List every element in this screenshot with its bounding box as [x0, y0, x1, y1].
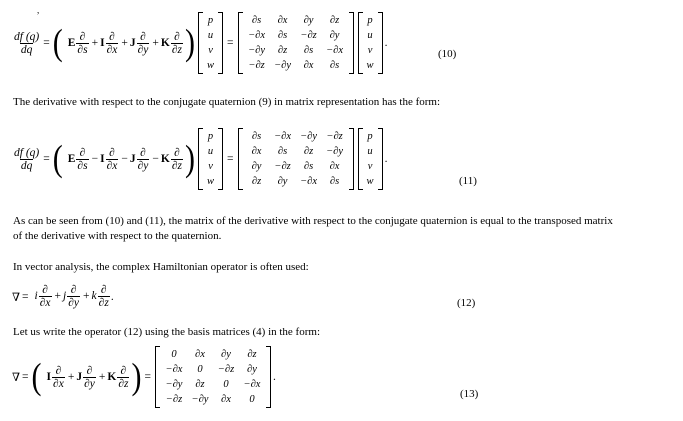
equation-13 [12, 346, 276, 408]
eq10-equals: = [43, 37, 50, 49]
eq10-vector-left: p u v w [198, 12, 223, 74]
eq11-equals-2: = [227, 153, 234, 165]
eq10-equals-2: = [227, 37, 234, 49]
eq10-period: . [384, 37, 388, 49]
eq10-lhs-fraction [13, 31, 40, 56]
eq13-period: . [272, 371, 276, 383]
eq11-matrix: ∂s −∂x −∂y −∂z ∂x ∂s ∂z −∂y ∂y −∂z ∂s ∂x ∂z ∂y −∂x ∂s [238, 128, 354, 190]
eq12-term: i $\frac{\partial}{\partial x}$ [34, 284, 51, 309]
eq10-paren-right: ) [185, 21, 196, 63]
eq13-equals-2: = [144, 371, 151, 383]
eq10-matrix: ∂s ∂x ∂y ∂z −∂x ∂s −∂z ∂y −∂y ∂z ∂s −∂x −∂z −∂y ∂x ∂s [238, 12, 354, 74]
eq13-nabla: ∇ [12, 372, 21, 384]
paragraph-transposed-line-2: of the derivative with respect to the quaternion. [13, 230, 222, 242]
eq12-equals: = [22, 290, 29, 303]
eq11-lhs-denominator: dq [20, 159, 33, 172]
eq11-term: − K $\frac{\partial}{\partial z}$ [152, 146, 183, 172]
eq11-term: − I $\frac{\partial}{\partial x}$ [91, 146, 118, 172]
eq11-paren-left: ( [52, 137, 63, 179]
eq11-lhs-numerator: df (q) [14, 146, 40, 159]
eq13-term: + K $\frac{\partial}{\partial z}$ [98, 364, 129, 390]
paragraph-basis-matrices: Let us write the operator (12) using the basis matrices (4) in the form: [13, 326, 320, 338]
eq13-term: I $\frac{\partial}{\partial x}$ [46, 364, 64, 390]
eq12-term: + k $\frac{\partial}{\partial z}$ [83, 284, 109, 309]
eq10-paren-left: ( [52, 21, 63, 63]
equation-10 [12, 12, 387, 74]
eq10-number: (10) [438, 48, 457, 60]
eq13-number: (13) [460, 388, 479, 400]
eq13-paren-left: ( [31, 355, 42, 397]
eq10-term: + I $\frac{\partial}{\partial x}$ [91, 30, 118, 56]
eq10-lhs-denominator: dq [20, 43, 33, 56]
eq11-term: − J $\frac{\partial}{\partial y}$ [121, 146, 149, 172]
eq12-period: . [110, 290, 114, 303]
paragraph-hamiltonian: In vector analysis, the complex Hamiltonian operator is often used: [13, 261, 309, 273]
eq13-equals: = [22, 371, 29, 383]
paragraph-conjugate-derivative: The derivative with respect to the conjugate quaternion (9) in matrix representation has the form: [13, 96, 441, 108]
eq11-term: E $\frac{\partial}{\partial s}$ [67, 146, 88, 172]
eq11-equals: = [43, 153, 50, 165]
eq12-nabla: ∇ [12, 291, 21, 304]
eq11-number: (11) [459, 175, 477, 187]
equation-12 [12, 284, 114, 309]
eq11-vector-left: p u v w [198, 128, 223, 190]
eq11-lhs-fraction [13, 147, 40, 172]
eq11-vector-right: p u v w [358, 128, 383, 190]
eq13-paren-right: ) [131, 355, 142, 397]
eq11-paren-right: ) [185, 137, 196, 179]
eq10-term: + J $\frac{\partial}{\partial y}$ [121, 30, 149, 56]
eq10-vector-right: p u v w [358, 12, 383, 74]
eq12-term: + j $\frac{\partial}{\partial y}$ [54, 284, 80, 309]
eq12-number: (12) [457, 297, 476, 309]
eq13-term: + J $\frac{\partial}{\partial y}$ [67, 364, 95, 390]
eq10-term: + K $\frac{\partial}{\partial z}$ [152, 30, 183, 56]
eq10-lhs-numerator: df (q) [14, 30, 40, 43]
eq11-period: . [384, 153, 388, 165]
eq13-matrix: 0 ∂x ∂y ∂z −∂x 0 −∂z ∂y −∂y ∂z 0 −∂x −∂z −∂y ∂x 0 [155, 346, 271, 408]
eq10-term: E $\frac{\partial}{\partial s}$ [67, 30, 88, 56]
equation-11 [12, 128, 387, 190]
paragraph-transposed-line-1: As can be seen from (10) and (11), the matrix of the derivative with respect to the conjugate quaternion is equal to the transposed matrix [13, 215, 613, 227]
stray-mark: , [37, 5, 40, 15]
